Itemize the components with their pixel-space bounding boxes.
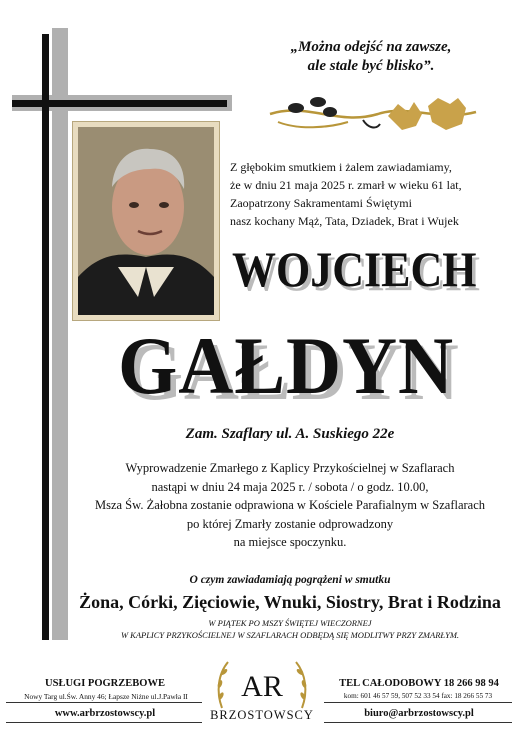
announcement-line: nasz kochany Mąż, Tata, Dziadek, Brat i Wujek: [230, 214, 459, 228]
funeral-line: Msza Św. Żałobna zostanie odprawiona w Kościele Parafialnym w Szaflarach: [94, 498, 486, 512]
vigil-line-1: W PIĄTEK PO MSZY ŚWIĘTEJ WIECZORNEJ: [208, 618, 372, 628]
website-link[interactable]: www.arbrzostowscy.pl: [54, 708, 156, 719]
mourners-names: Żona, Córki, Zięciowie, Wnuki, Siostry, Brat i Rodzina: [79, 592, 501, 612]
quote-line-2: ale stale być blisko”.: [307, 58, 435, 74]
portrait-image: [78, 127, 214, 315]
cross-icon: [42, 34, 49, 640]
funeral-line: na miejsce spoczynku.: [233, 535, 347, 549]
quote-line-1: „Można odejść na zawsze,: [290, 39, 452, 55]
cross-shadow-vertical: [52, 28, 68, 640]
funeral-services-address: Nowy Targ ul.Św. Anny 46; Łapsze Niżne ul.J.Pawła II: [24, 692, 188, 701]
footer-divider: [324, 702, 512, 703]
announcement-line: Z głębokim smutkiem i żalem zawiadamiamy,: [230, 160, 452, 174]
funeral-services-title: USŁUGI POGRZEBOWE: [45, 678, 165, 689]
footer-divider: [324, 722, 512, 723]
announcement-line: Zaopatrzony Sakramentami Świętymi: [230, 196, 412, 210]
deceased-surname: GAŁDYN: [118, 320, 455, 411]
phone-numbers: kom: 601 46 57 59, 507 52 33 54 fax: 18 266 55 73: [343, 692, 493, 700]
logo-name: BRZOSTOWSCY: [210, 708, 314, 722]
funeral-line: po której Zmarły zostanie odprowadzony: [186, 516, 394, 531]
funeral-line: Wyprowadzenie Zmarłego z Kaplicy Przykościelnej w Szaflarach: [125, 461, 455, 475]
announcement-line: że w dniu 21 maja 2025 r. zmarł w wieku 61 lat,: [230, 178, 462, 192]
footer-divider: [6, 722, 202, 723]
mourners-intro: O czym zawiadamiają pogrążeni w smutku: [189, 574, 391, 586]
death-announcement: [230, 158, 500, 230]
email-link[interactable]: biuro@arbrzostowscy.pl: [364, 708, 474, 719]
funeral-details: [80, 459, 500, 552]
memorial-quote: [240, 38, 502, 76]
logo-mark: AR: [241, 670, 283, 703]
deceased-first-name: WOJCIECH: [232, 241, 477, 297]
cross-bar: [12, 100, 227, 107]
vigil-notice: [70, 617, 510, 641]
portrait-photo: [72, 121, 220, 321]
funeral-line: nastąpi w dniu 24 maja 2025 r. / sobota / o godz. 10.00,: [151, 479, 429, 494]
vine-ornament-icon: [268, 92, 478, 140]
footer-divider: [6, 702, 202, 703]
vigil-line-2: W KAPLICY PRZYKOŚCIELNEJ W SZAFLARACH ODBĘDĄ SIĘ MODLITWY PRZY ZMARŁYM.: [120, 630, 460, 640]
deceased-address: Zam. Szaflary ul. A. Suskiego 22e: [185, 426, 395, 442]
ar-brzostowscy-logo: [208, 652, 316, 712]
phone-title: TEL CAŁODOBOWY 18 266 98 94: [339, 678, 499, 689]
